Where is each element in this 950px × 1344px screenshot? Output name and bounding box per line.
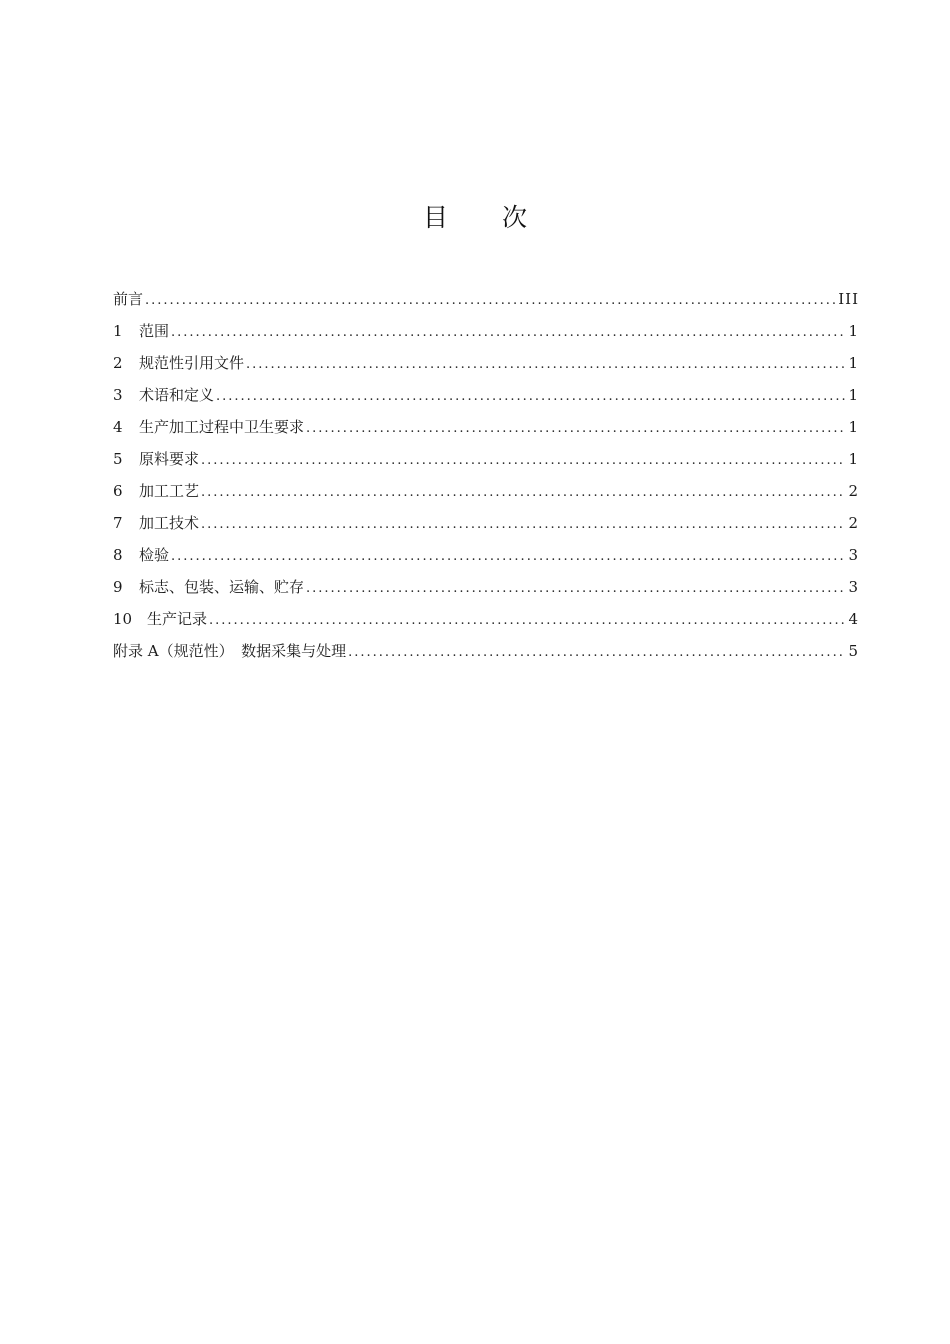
toc-leader-dots [216, 381, 846, 413]
toc-entry-foreword[interactable] [113, 283, 859, 315]
toc-leader-dots [201, 477, 846, 509]
toc-entry-page: 3 [848, 578, 859, 596]
toc-leader-dots [145, 285, 836, 317]
toc-entry-number: 10 [113, 610, 133, 628]
toc-entry-techniques[interactable] [113, 507, 859, 539]
toc-entry-inspection[interactable] [113, 539, 859, 571]
toc-leader-dots [348, 637, 846, 669]
toc-leader-dots [201, 445, 846, 477]
toc-entry-page: 2 [848, 514, 859, 532]
toc-entry-process[interactable] [113, 475, 859, 507]
toc-entry-number: 9 [113, 578, 123, 596]
toc-entry-raw-material[interactable] [113, 443, 859, 475]
toc-entry-page: 1 [848, 450, 859, 468]
toc-entry-terms-definitions[interactable] [113, 379, 859, 411]
toc-leader-dots [201, 509, 846, 541]
toc-entry-scope[interactable] [113, 315, 859, 347]
toc-leader-dots [171, 541, 846, 573]
toc-leader-dots [306, 413, 846, 445]
toc-entry-page: 1 [848, 386, 859, 404]
toc-entry-number: 6 [113, 482, 123, 500]
toc-entry-number: 2 [113, 354, 123, 372]
toc-entry-label: 规范性引用文件 [139, 354, 245, 372]
toc-entry-page: 4 [848, 610, 859, 628]
toc-entry-number: 7 [113, 514, 123, 532]
toc-entry-production-records[interactable] [113, 603, 859, 635]
toc-entry-page: III [838, 290, 859, 308]
toc-entry-label: 检验 [139, 546, 170, 564]
toc-leader-dots [209, 605, 846, 637]
page-title: 目次 [422, 203, 581, 232]
table-of-contents [113, 283, 859, 667]
toc-entry-number: 4 [113, 418, 123, 436]
toc-entry-normative-references[interactable] [113, 347, 859, 379]
toc-leader-dots [306, 573, 846, 605]
toc-entry-appendix-a[interactable] [113, 635, 859, 667]
toc-entry-page: 1 [848, 354, 859, 372]
toc-entry-page: 5 [848, 642, 859, 660]
toc-entry-number: 3 [113, 386, 123, 404]
toc-entry-page: 3 [848, 546, 859, 564]
toc-entry-label: 标志、包装、运输、贮存 [139, 578, 305, 596]
toc-entry-label: 加工技术 [139, 514, 200, 532]
toc-entry-page: 2 [848, 482, 859, 500]
toc-leader-dots [246, 349, 846, 381]
toc-entry-number: 8 [113, 546, 123, 564]
toc-entry-label: 前言 [113, 290, 144, 308]
toc-entry-label: 术语和定义 [139, 386, 215, 404]
toc-entry-label: 加工工艺 [139, 482, 200, 500]
toc-entry-page: 1 [848, 418, 859, 436]
toc-entry-marking-packaging[interactable] [113, 571, 859, 603]
toc-entry-label: 原料要求 [139, 450, 200, 468]
toc-entry-page: 1 [848, 322, 859, 340]
toc-entry-label: 生产记录 [147, 610, 208, 628]
toc-leader-dots [171, 317, 846, 349]
toc-entry-label: 生产加工过程中卫生要求 [139, 418, 305, 436]
toc-entry-number: 1 [113, 322, 123, 340]
toc-entry-label: 附录 A（规范性） 数据采集与处理 [113, 642, 347, 660]
toc-entry-number: 5 [113, 450, 123, 468]
toc-entry-hygiene-requirements[interactable] [113, 411, 859, 443]
toc-entry-label: 范围 [139, 322, 170, 340]
